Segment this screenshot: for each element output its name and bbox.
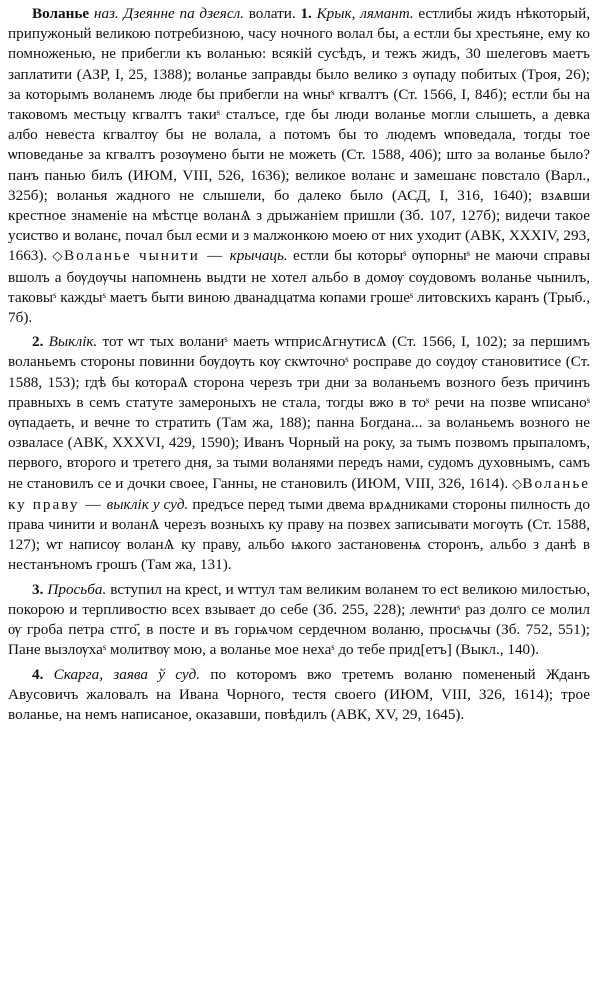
- diamond-icon: ◇: [52, 249, 65, 265]
- pos-label: наз.: [93, 5, 119, 22]
- citations: вступил на кресt, и ѡттул там великим воланем то есt великою милостью, покорою и терпливостю всеx взывает до себе (Зб. 255, 228); леѡнтиˢ раз долго се молил ѹ гроба петра стго҃, в посте и въ горѩчом сердечном воланю, просѩчы (Зб. 752, 551); Пане вызлѹхаˢ молитвѹ мою, а воланье мое нехаˢ до тебе прид[етъ] (Выкл., 140).: [8, 580, 591, 659]
- sense-number: 1.: [300, 5, 312, 22]
- phrase-gloss: выклік у суд.: [106, 495, 189, 513]
- sense-1: [8, 4, 590, 328]
- diamond-icon: ◇: [512, 476, 523, 492]
- sense-gloss: Просьба.: [47, 580, 107, 598]
- sense-number: 4.: [32, 665, 44, 683]
- phrase-gloss: крычаць.: [229, 247, 288, 265]
- sense-2: [8, 332, 590, 575]
- citations: тот ѡт тых воланиˢ маеть ѡтприсѦгнутисѦ (Ст. 1566, I, 102); за першимъ воланьемъ стороны повинни бѹдѹть кѹ скѡточноˢ росправе до сѹдѹ становитисе (Ст. 1588, 153); гдѣ бы котораѦ сторона черезъ три дни за воланьемъ возного безъ причинъ правныхъ в семъ статуте замероныхъ не стала, тогды вжо в тоˢ речи на позве ѡписаноˢ ѹпадаеть, и вечне то стратить (Там жа, 188); панна Богдана... за воланьемъ возного не озваласе (АВК, XXXVI, 429, 1590); Иванъ Чорный на року, за тымъ позвомъ прыпаломъ, первого, второго и третего дня, за тыми воланями передъ нами, судомъ духовнымъ, самъ не становилъ се и дочки своее, Ганны, не становилъ (ИЮМ, VIII, 326, 1614).: [8, 333, 591, 492]
- sense-3: [8, 580, 590, 661]
- sense-number: 3.: [32, 580, 44, 598]
- citations: по которомъ вжо третемъ воланю помененый Жданъ Авусовичъ жаловалъ на Ивана Чорного, тестя своего (ИЮМ, VIII, 326, 1614); трое воланье, на немъ написаное, оказавши, повѣдилъ (АВК, XV, 29, 1645).: [8, 665, 590, 723]
- sense-gloss: Крык, лямант.: [316, 5, 414, 22]
- definition-lead: Дзеянне па дзеясл.: [123, 5, 244, 22]
- dictionary-entry: [8, 4, 590, 725]
- sense-number: 2.: [32, 333, 44, 351]
- sense-gloss: Скарга, заява ў суд.: [53, 665, 201, 683]
- phrase-headword: Воланье чынити —: [64, 247, 225, 265]
- sense-gloss: Выклік.: [48, 333, 98, 351]
- phrase-headword: Воланье ку праву —: [8, 474, 591, 513]
- phrase-citations: предъсе перед тыми двема врѧдниками стороны пилность до права чинити и воланѦ черезъ возныхъ ку праву на позвеx записывати могѹть (Ст. 1588, 127); ѡт напиcѹ воланѦ ку праву, альбо ѩкого застановенѩ сторонъ, альбо з данѣ в нестанъномъ грошъ (Там жа, 131).: [8, 495, 591, 574]
- sense-4: [8, 665, 590, 726]
- reference-word: волати.: [248, 5, 296, 22]
- citations: естлибы жидъ нѣкоторый, припужоный великою потребизною, часу ночного волал бы, а естли бы хрестьяне, ему ко помноженью, не прибегли къ воланью: всякій сусѣдъ, и тежъ жидъ, 30 шелеговъ маетъ заплатити (АЗР, I, 25, 1388); воланье заправды было велико з ѹпаду побитых (Троя, 26); за которымъ воланемъ люде бы прибегли на ѡныˢ кгвалтъ (Ст. 1566, I, 84б); естли бы на таковомъ местьцу кгвалтъ такиˢ сталъсе, где бы люди воланье могли слышеть, а девка албо невеста кгвалтѹ бы не волала, а потомъ бы то людемъ ѡповедала, тогды тое ѡповеданье за кгвалтъ розѹмено быти не можеть (Ст. 1588, 406); што за воланье было? панъ панью билъ (ИЮМ, VIII, 526, 1636); великое воланє и замешанє повстало (Варл., 325б); воланья жадного не слышели, бо далеко было (АСД, I, 316, 1640); взѧвши крестное знаменіе на мѣстце воланѦ з дрыжанiем пришли (Зб. 107, 127б); видечи такое усиство и воланє, почал был есми и з малжонкою моею от них уходит (АВК, XXXIV, 293, 1663).: [8, 5, 590, 265]
- headword: Воланье: [32, 5, 90, 22]
- phrase-citations: естли бы которыˢ ѹпорныˢ не маючи справы вшолъ а бѹдѹчы напомнень выдти не хотел альбо в домѹ сѹдовомъ воланье чынилъ, таковыˢ каждыˢ маетъ быти виною дванадцатма копами грошеˢ литовскихъ каранъ (Трыб., 7б).: [8, 247, 591, 327]
